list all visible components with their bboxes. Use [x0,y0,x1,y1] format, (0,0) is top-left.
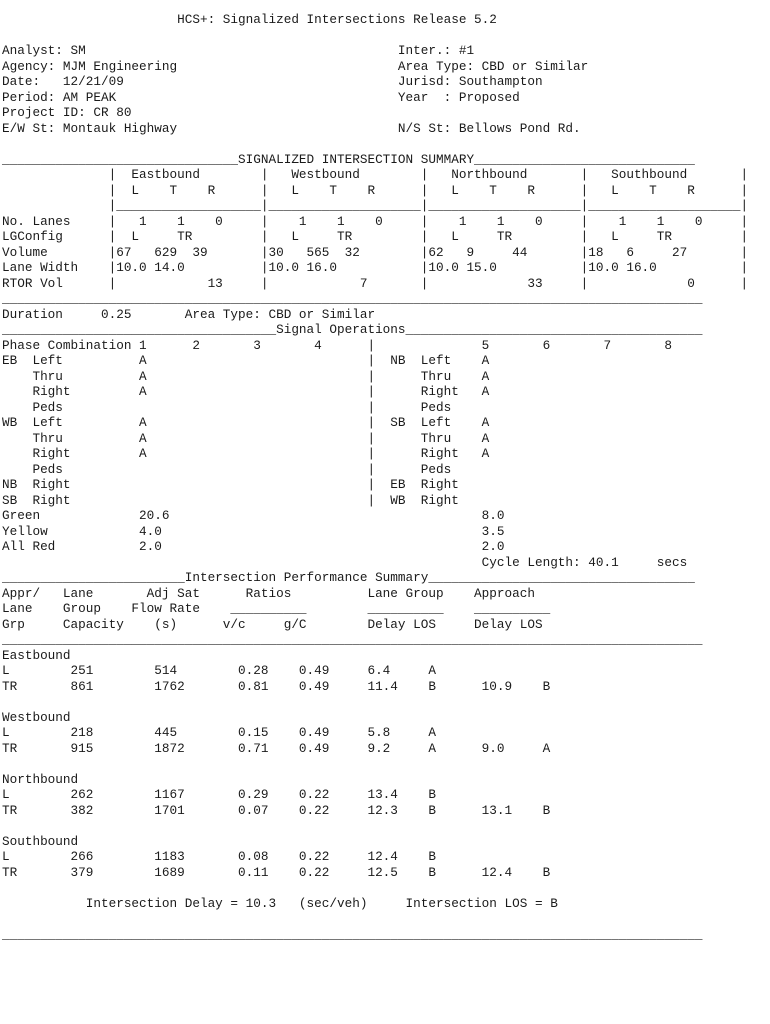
report-line: Thru A | Thru A [2,430,490,446]
report-line: TR 379 1689 0.11 0.22 12.5 B 12.4 B [2,864,551,880]
report-line: | Eastbound | Westbound | Northbound | Southbound | [2,167,749,182]
report-line: L 262 1167 0.29 0.22 13.4 B [2,787,436,802]
report-line: LGConfig | L TR | L TR | L TR | L TR | [2,229,749,244]
report-line: WB Left A | SB Left A [2,415,490,430]
report-line: Intersection Delay = 10.3 (sec/veh) Intersection LOS = B [2,895,558,911]
report-line: |___________________|____________________|____________________|____________________| [2,198,749,213]
report-line: Analyst: SM Inter.: #1 [2,43,475,58]
report-line: SB Right | WB Right [2,492,459,508]
report-line: _______________________________SIGNALIZED INTERSECTION SUMMARY_____________________________ [2,151,695,167]
report-line: Phase Combination 1 2 3 4 | 5 6 7 8 [2,337,673,353]
report-line: ____________________________________Signal Operations_______________________________________ [2,322,703,337]
report-line: Agency: MJM Engineering Area Type: CBD or Similar [2,58,589,74]
report-line: HCS+: Signalized Intersections Release 5.2 [2,12,497,27]
report-line: TR 915 1872 0.71 0.49 9.2 A 9.0 A [2,740,551,756]
report-line: EB Left A | NB Left A [2,353,490,368]
report-line: Project ID: CR 80 [2,105,132,120]
report-line: ____________________________________________________________________________________________ [2,632,703,647]
report-line: Period: AM PEAK Year : Proposed [2,89,520,105]
report-line: Yellow 4.0 3.5 [2,523,505,539]
report-line: L 266 1183 0.08 0.22 12.4 B [2,849,436,864]
report-line: NB Right | EB Right [2,477,459,492]
report-line: Thru A | Thru A [2,368,490,384]
report-line: Northbound [2,771,79,787]
report-line: ____________________________________________________________________________________________ [2,291,703,306]
report-line: Right A | Right A [2,384,490,399]
report-line: TR 861 1762 0.81 0.49 11.4 B 10.9 B [2,678,551,694]
report-line: Eastbound [2,647,71,663]
report-line: TR 382 1701 0.07 0.22 12.3 B 13.1 B [2,802,551,818]
report-line [2,136,748,152]
report-line [2,756,748,772]
hcs-report [2,12,748,942]
report-line [2,28,748,44]
report-line: Volume |67 629 39 |30 565 32 |62 9 44 |18 6 27 | [2,244,749,260]
report-line: All Red 2.0 2.0 [2,539,505,554]
report-line: L 218 445 0.15 0.49 5.8 A [2,725,436,740]
report-line: No. Lanes | 1 1 0 | 1 1 0 | 1 1 0 | 1 1 0 | [2,213,749,229]
report-line: Southbound [2,833,79,849]
report-line: Duration 0.25 Area Type: CBD or Similar [2,306,376,322]
report-line: Right A | Right A [2,446,490,461]
report-line: Peds | Peds [2,461,452,477]
report-line [2,694,748,710]
report-line: Cycle Length: 40.1 secs [2,554,688,570]
report-line: ________________________Intersection Performance Summary___________________________________ [2,570,695,585]
report-line: ____________________________________________________________________________________________ [2,926,703,942]
report-line [2,880,748,896]
report-line: Appr/ Lane Adj Sat Ratios Lane Group Approach [2,585,535,601]
report-line: RTOR Vol | 13 | 7 | 33 | 0 | [2,275,749,291]
report-line [2,911,748,927]
report-line [2,818,748,834]
report-line: Lane Width |10.0 14.0 |10.0 16.0 |10.0 15.0 |10.0 16.0 | [2,260,749,275]
report-line: E/W St: Montauk Highway N/S St: Bellows Pond Rd. [2,120,581,136]
report-line: L 251 514 0.28 0.49 6.4 A [2,663,436,678]
report-line: Westbound [2,709,71,725]
report-line: Peds | Peds [2,399,452,415]
report-line: Date: 12/21/09 Jurisd: Southampton [2,74,543,89]
report-line: Grp Capacity (s) v/c g/C Delay LOS Delay LOS [2,616,543,632]
report-line: | L T R | L T R | L T R | L T R | [2,182,749,198]
report-line: Green 20.6 8.0 [2,508,505,523]
report-line: Lane Group Flow Rate __________ __________ __________ [2,601,551,616]
